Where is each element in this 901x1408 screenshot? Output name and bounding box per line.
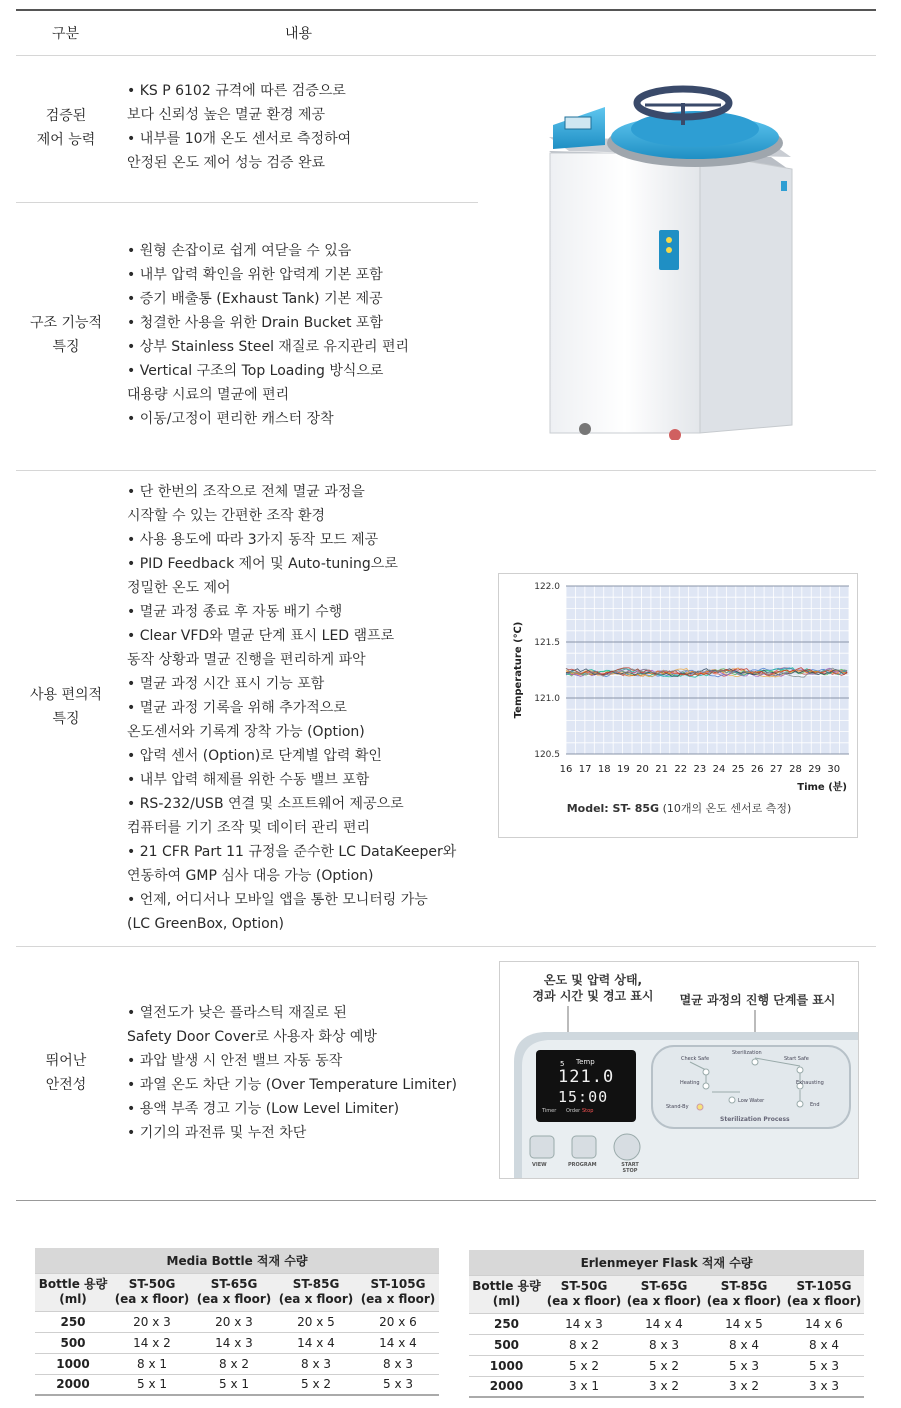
step-start-safe: Start Safe — [784, 1056, 809, 1062]
header-category: 구분 — [52, 26, 80, 42]
panel-button-start-stop: START STOP — [621, 1162, 639, 1174]
table-row: 500 8 x 2 8 x 3 8 x 4 8 x 4 — [469, 1334, 864, 1355]
step-end: End — [810, 1102, 820, 1108]
table-head-model: ST-65G (ea x floor) — [193, 1273, 275, 1311]
display-order-label: Order — [566, 1108, 581, 1114]
table-row: 2000 5 x 1 5 x 1 5 x 2 5 x 3 — [35, 1374, 439, 1395]
section-list-convenience: • 단 한번의 조작으로 전체 멸균 과정을 시작할 수 있는 간편한 조작 환경 • 사용 용도에 따라 3가지 동작 모드 제공 • PID Feedback 제어 및 Auto-tuning으로 정밀한 온도 제어 • 멸균 과정 종료 후 자동 배기 수행 • Clear VFD와 멸균 단계 표시 LED 램프로 동작 상황과 멸균 진행을 편리하게 파악 • 멸균 과정 시간 표시 기능 포함 • 멸균 과정 기록을 위해 추가적으로 온도센서와 기록계 장착 가능 (Option) • 압력 센서 (Option)로 단계별 압력 확인 • 내부 압력 해제를 위한 수동 밸브 포함 • RS-232/USB 연결 및 소프트웨어 제공으로 컴퓨터를 기기 조작 및 데이터 관리 편리 • 21 CFR Part 11 규정을 준수한 LC DataKeeper와 연동하여 GMP 심사 대응 가능 (Option) • 언제, 어디서나 모바일 앱을 통한 모니터링 가능 (LC GreenBox, Option) — [127, 484, 457, 932]
table-row: 500 14 x 2 14 x 3 14 x 4 14 x 4 — [35, 1332, 439, 1353]
top-rule — [16, 9, 876, 11]
table-head-capacity: Bottle 용량 (ml) — [469, 1275, 544, 1313]
step-exhausting: Exhausting — [796, 1080, 824, 1086]
table-head-model: ST-105G (ea x floor) — [357, 1273, 439, 1311]
x-tick-label: 28 — [789, 764, 802, 775]
table-row: 250 20 x 3 20 x 3 20 x 5 20 x 6 — [35, 1311, 439, 1332]
x-axis-label: Time (분) — [797, 782, 847, 793]
section-divider — [16, 202, 478, 203]
section-bottom-rule — [16, 1200, 876, 1201]
erlenmeyer-flask-table — [469, 1250, 864, 1398]
display-temp-label: Temp — [576, 1058, 595, 1066]
section-divider — [16, 946, 876, 947]
section-category-convenience: 사용 편의적 특징 — [29, 687, 103, 727]
panel-graphic — [500, 962, 859, 1179]
display-stop-label: Stop — [582, 1108, 594, 1114]
table-row: 2000 3 x 1 3 x 2 3 x 2 3 x 3 — [469, 1376, 864, 1397]
display-temperature: 121.0 — [558, 1067, 615, 1087]
section-divider — [16, 470, 876, 471]
table-row: 250 14 x 3 14 x 4 14 x 5 14 x 6 — [469, 1313, 864, 1334]
table-head-model: ST-50G (ea x floor) — [544, 1275, 624, 1313]
x-tick-label: 24 — [712, 764, 726, 775]
chart-caption-model: Model: ST- 85G — [566, 802, 660, 815]
temperature-chart — [498, 573, 858, 838]
step-heating: Heating — [680, 1080, 700, 1086]
table-head-model: ST-105G (ea x floor) — [784, 1275, 864, 1313]
y-tick-label: 120.5 — [534, 750, 560, 760]
y-axis-label: Temperature (℃) — [513, 621, 524, 719]
chart-caption — [499, 800, 859, 816]
x-tick-label: 18 — [597, 764, 611, 775]
x-tick-label: 26 — [750, 764, 764, 775]
table-row: 1000 8 x 1 8 x 2 8 x 3 8 x 3 — [35, 1353, 439, 1374]
step-stand-by: Stand-By — [666, 1104, 689, 1110]
autoclave-product-image — [545, 85, 805, 440]
section-list-structure: • 원형 손잡이로 쉽게 여닫을 수 있음 • 내부 압력 확인을 위한 압력계 기본 포함 • 증기 배출통 (Exhaust Tank) 기본 제공 • 청결한 사용을 위한 Drain Bucket 포함 • 상부 Stainless Steel 재질로 유지관리 편리 • Vertical 구조의 Top Loading 방식으로 대용량 시료의 멸균에 편리 • 이동/고정이 편리한 캐스터 장착 — [127, 243, 410, 427]
step-low-water: Low Water — [738, 1098, 765, 1104]
media-bottle-table-title: Media Bottle 적재 수량 — [35, 1248, 439, 1273]
erlenmeyer-flask-table-title: Erlenmeyer Flask 적재 수량 — [469, 1250, 864, 1275]
step-check-safe: Check Safe — [681, 1056, 710, 1062]
section-category-verified-control: 검증된 제어 능력 — [36, 108, 96, 148]
y-tick-label: 121.5 — [534, 638, 560, 648]
x-tick-label: 22 — [674, 764, 688, 775]
header-content: 내용 — [285, 26, 313, 42]
panel-button-program: PROGRAM — [568, 1162, 597, 1168]
table-head-model: ST-65G (ea x floor) — [624, 1275, 704, 1313]
x-tick-label: 21 — [655, 764, 668, 775]
y-tick-label: 122.0 — [534, 582, 560, 592]
table-head-model: ST-85G (ea x floor) — [275, 1273, 357, 1311]
x-tick-label: 30 — [827, 764, 841, 775]
section-list-verified-control: • KS P 6102 규격에 따른 검증으로 보다 신뢰성 높은 멸균 환경 제공 • 내부를 10개 온도 센서로 측정하여 안정된 온도 제어 성능 검증 완료 — [127, 83, 352, 171]
display-time: 15:00 — [558, 1088, 609, 1106]
display-timer-label: Timer — [542, 1108, 557, 1114]
panel-label-status: 온도 및 압력 상태, 경과 시간 및 경고 표시 — [532, 973, 654, 1003]
header-divider — [16, 55, 876, 56]
y-tick-label: 121.0 — [534, 694, 560, 704]
panel-button-view: VIEW — [532, 1162, 547, 1168]
table-head-model: ST-85G (ea x floor) — [704, 1275, 784, 1313]
section-category-structure: 구조 기능적 특징 — [29, 315, 103, 355]
section-list-safety: • 열전도가 낮은 플라스틱 재질로 된 Safety Door Cover로 사용자 화상 예방 • 과압 발생 시 안전 밸브 자동 동작 • 과열 온도 차단 기능 (Over Temperature Limiter) • 용액 부족 경고 기능 (Low Level Limiter) • 기기의 과전류 및 누전 차단 — [127, 1005, 457, 1141]
x-tick-label: 17 — [578, 764, 592, 775]
x-tick-label: 20 — [636, 764, 649, 775]
media-bottle-table — [35, 1248, 439, 1396]
x-tick-label: 19 — [616, 764, 630, 775]
control-panel-image — [499, 961, 859, 1179]
step-sterilization: Sterilization — [732, 1050, 762, 1056]
section-category-safety: 뛰어난 안전성 — [45, 1053, 87, 1093]
process-title: Sterilization Process — [720, 1116, 790, 1123]
panel-label-process: 멸균 과정의 진행 단계를 표시 — [679, 993, 836, 1007]
svg-text:5: 5 — [560, 1060, 565, 1068]
table-head-capacity: Bottle 용량 (ml) — [35, 1273, 111, 1311]
x-tick-label: 25 — [731, 764, 745, 775]
x-tick-label: 29 — [808, 764, 821, 775]
table-head-model: ST-50G (ea x floor) — [111, 1273, 193, 1311]
x-tick-label: 23 — [693, 764, 707, 775]
chart-caption-note: (10개의 온도 센서로 측정) — [662, 802, 792, 815]
x-tick-label: 27 — [769, 764, 783, 775]
x-tick-label: 16 — [559, 764, 573, 775]
table-row: 1000 5 x 2 5 x 2 5 x 3 5 x 3 — [469, 1355, 864, 1376]
